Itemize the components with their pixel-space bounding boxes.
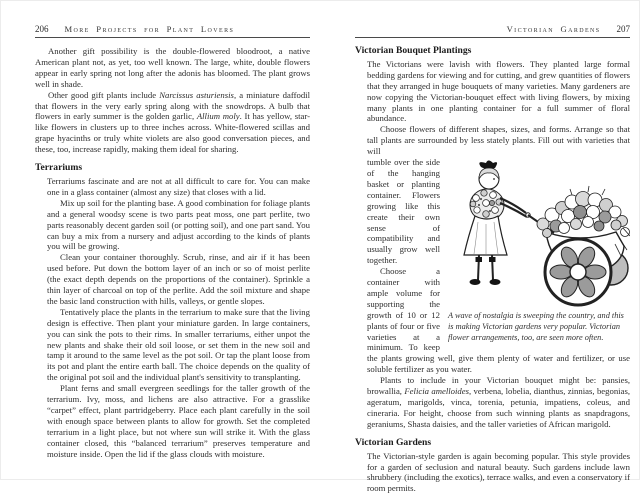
illustration-block (448, 158, 630, 343)
paragraph: Tentatively place the plants in the terrarium to make sure that the living design is effective. Then plant your miniature garden. In large containers, you can sink the pots to their rims. In smaller terrariums, either unpot the new plants and shake their old soil loose, or set them in the new soil and tamp it around to the same level as the pot soil. Or tap the plant loose from its pot and plant the entire earth ball. The choice depends on the quality of the original pot soil and the individual plant's sensitivity to transplanting. (47, 306, 310, 383)
section-victorian-gardens (367, 451, 630, 494)
paragraph-victorian-gardens: The Victorian-style garden is again becoming popular. This style provides for a garden of seclusion and natural beauty. Such gardens include lawn shrubbery (including the exotics), terrace walks, and even a conservatory if room permits. (367, 450, 630, 494)
illustration-caption: A wave of nostalgia is sweeping the country, and this is making Victorian gardens very popular. Victorian flower arrangements, too, are seen more often. (448, 311, 624, 342)
paragraph: Terrariums fascinate and are not at all difficult to care for. You can make one in a glass container (almost any size) that closes with a lid. (47, 175, 310, 197)
section-heading-bouquet: Victorian Bouquet Plantings (355, 45, 472, 56)
paragraph-choose-intro: Choose flowers of different shapes, sizes, and forms. Arrange so that tall plants are surrounded by less stately plants. Fill out with varieties that will (367, 124, 630, 157)
page-left (0, 0, 320, 480)
paragraph-bloodroot: Another gift possibility is the double-flowered bloodroot, a native American plant not, as yet, too well known. The large, white, double flowers appear in early spring not long after the adonis has bloomed. The plant grows well in shade. (35, 46, 310, 89)
page-right (320, 0, 640, 494)
running-head-title-right: Victorian Gardens (506, 24, 601, 34)
running-head-title-left: More Projects for Plant Lovers (64, 24, 235, 34)
paragraph-lavish: The Victorians were lavish with flowers. They planted large formal bedding gardens for viewing and for cutting, and grew quantities of flowers that they arranged in huge bouquets of many varieties. Many gardeners are now copying the Victorian-bouquet effect with living flowers, by mixing many plants in one planting container for a full summer of floral abundance. (367, 58, 630, 124)
paragraph-choose-wrap: tumble over the side of the hanging basket or planting container. Flowers growing like this create their own sense of compatibility and usually grow well together. (367, 157, 440, 266)
paragraph-gift-plants: Other good gift plants include Narcissus asturiensis, a miniature daffodil that flowers in the very early spring along with the snowdrops. A bulb that flowers in early summer is the golden garlic, Allium moly. It has yellow, star-like flowers in clusters up to three inches across. White-flowered scillas and grape hyacinths or truly white violets are also good conversation pieces, and these, too, increase rapidly, making them ideal for sharing. (35, 89, 310, 155)
running-head-right (355, 24, 630, 38)
page-number-left: 206 (35, 24, 49, 34)
paragraph: Mix up soil for the planting base. A good combination for foliage plants and a general woodsy scene is two parts peat moss, one part perlite, two parts reasonably decent garden soil (or potting soil), and one part sand. You can buy a mix from a nursery and adjust according to the kinds of plants you will be growing. (47, 197, 310, 252)
page-number-right: 207 (616, 24, 630, 34)
section-bouquet (367, 59, 630, 430)
paragraph-plants-list: Plants to include in your Victorian bouquet might be: pansies, browallia, Felicia amelloides, verbena, lobelia, dianthus, zinnias, begonias, ageratum, marigolds, vinca, torenia, petunia, impatiens, coleus, and cineraria. For height, choose from such winning plants as snapdragons, geraniums, Shasta daisies, and the taller varieties of African marigold. (367, 375, 631, 429)
section-heading-terrariums: Terrariums (35, 162, 83, 174)
flower-cart-illustration (448, 158, 630, 308)
paragraph-container: Choose a container with ample volume for supporting the growth of 10 or 12 plants of four or five varieties at a minimum. To keep the plants growing well, give them plenty of water and fertilizer, or use soluble fertilizer as you water. (367, 266, 630, 375)
section-terrariums (47, 176, 310, 460)
paragraph: Clean your container thoroughly. Scrub, rinse, and air if it has been used before. Put down the bottom layer of an inch or so of moist perlite (the exact depth depends on the proportions of the container). Sprinkle a thin layer of charcoal on top of the perlite. Add the soil mixture and shape the basic land construction with hills, valleys, or gentle slopes. (47, 252, 310, 306)
paragraph: Plant ferns and small evergreen seedlings for the taller growth of the terrarium. Ivy, moss, and lichens are also attractive. For a grasslike “carpet” effect, plant partridgeberry. Place each plant carefully in the soil with enough space between plants to allow for growth. Set the completed terrarium in a light place, but not where sun will strike it. With the glass container closed, this “balanced terrarium” preserves temperature and moisture inside. Open the lid if the glass clouds with moisture. (47, 383, 310, 459)
running-head-left (35, 24, 310, 38)
section-heading-victorian-gardens: Victorian Gardens (355, 436, 432, 448)
